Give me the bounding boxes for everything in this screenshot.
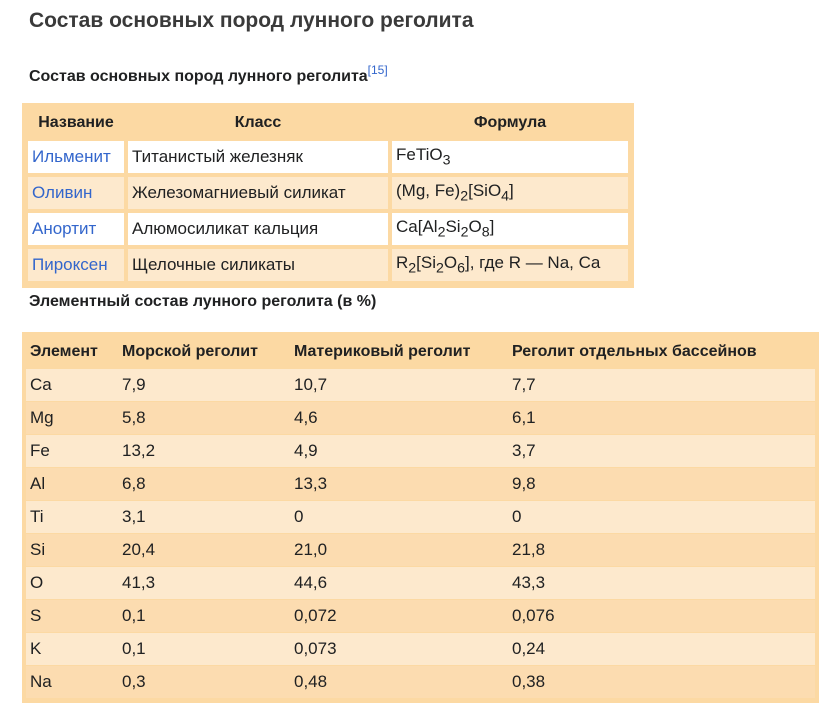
table-row [26,566,815,599]
highland-value-cell: 44,6 [290,566,508,599]
mare-value-cell: 5,8 [118,401,290,434]
basin-value-cell: 3,7 [508,434,815,467]
mare-value-cell: 7,9 [118,368,290,401]
mineral-name-cell [26,175,126,211]
mineral-class-cell: Железомагниевый силикат [126,175,390,211]
table1-caption-text: Состав основных пород лунного реголита [29,68,368,85]
table-row [26,211,630,247]
basin-value-cell: 0,24 [508,632,815,665]
mare-value-cell: 0,1 [118,599,290,632]
mineral-class-cell: Титанистый железняк [126,139,390,175]
element-cell: Al [26,467,118,500]
reference-link[interactable]: [15] [367,63,388,77]
table2-caption: Элементный состав лунного реголита (в %) [29,293,377,310]
highland-value-cell: 0,48 [290,665,508,698]
col-header-highland: Материковый реголит [294,343,471,360]
mare-value-cell: 3,1 [118,500,290,533]
table-row [26,139,630,175]
col-header-basins: Реголит отдельных бассейнов [512,343,757,360]
basin-value-cell: 9,8 [508,467,815,500]
table-row [26,599,815,632]
mineral-formula-cell: FeTiO$_3$ [390,139,630,175]
rock-composition-table [22,103,634,288]
col-header-name: Название [38,114,114,131]
mare-value-cell: 6,8 [118,467,290,500]
highland-value-cell: 4,6 [290,401,508,434]
table2-body [26,368,815,698]
highland-value-cell: 13,3 [290,467,508,500]
table-row [26,434,815,467]
table1-caption [29,63,388,86]
table1-header-row [26,107,630,139]
basin-value-cell: 7,7 [508,368,815,401]
highland-value-cell: 0,072 [290,599,508,632]
element-cell: Ca [26,368,118,401]
element-cell: K [26,632,118,665]
table-row [26,401,815,434]
element-cell: Ti [26,500,118,533]
table-row [26,632,815,665]
highland-value-cell: 21,0 [290,533,508,566]
element-cell: O [26,566,118,599]
mineral-class-cell: Алюмосиликат кальция [126,211,390,247]
col-header-element: Элемент [30,343,98,360]
mineral-name-cell [26,139,126,175]
element-cell: Fe [26,434,118,467]
basin-value-cell: 21,8 [508,533,815,566]
mineral-link[interactable]: Оливин [32,183,93,202]
highland-value-cell: 4,9 [290,434,508,467]
mare-value-cell: 0,3 [118,665,290,698]
mineral-link[interactable]: Пироксен [32,255,108,274]
col-header-formula: Формула [473,114,547,131]
table-row [26,467,815,500]
mineral-link[interactable]: Ильменит [32,147,111,166]
table-row [26,665,815,698]
highland-value-cell: 10,7 [290,368,508,401]
basin-value-cell: 43,3 [508,566,815,599]
mineral-class-cell: Щелочные силикаты [126,247,390,283]
mare-value-cell: 20,4 [118,533,290,566]
element-cell: Na [26,665,118,698]
mare-value-cell: 0,1 [118,632,290,665]
mineral-formula-cell: (Mg, $Fe)_2[SiO_4]$ [390,175,630,211]
basin-value-cell: 6,1 [508,401,815,434]
mare-value-cell: 13,2 [118,434,290,467]
table1-body [26,139,630,283]
table-row [26,247,630,283]
table-row [26,175,630,211]
table-row [26,533,815,566]
basin-value-cell: 0 [508,500,815,533]
basin-value-cell: 0,38 [508,665,815,698]
mineral-link[interactable]: Анортит [32,219,97,238]
element-cell: Si [26,533,118,566]
element-composition-table [22,332,819,703]
mineral-formula-cell: $R_2[Si_2O_6]$, где R — Na, Ca [390,247,630,283]
col-header-class: Класс [234,114,282,131]
element-cell: S [26,599,118,632]
element-cell: Mg [26,401,118,434]
table2-header-row [26,336,815,368]
table-row [26,368,815,401]
mineral-formula-cell: $Ca[Al_2Si_2O_8]$ [390,211,630,247]
page-title: Состав основных пород лунного реголита [29,9,474,32]
highland-value-cell: 0,073 [290,632,508,665]
highland-value-cell: 0 [290,500,508,533]
mineral-name-cell [26,247,126,283]
mare-value-cell: 41,3 [118,566,290,599]
mineral-name-cell [26,211,126,247]
basin-value-cell: 0,076 [508,599,815,632]
col-header-mare: Морской реголит [122,343,258,360]
table-row [26,500,815,533]
